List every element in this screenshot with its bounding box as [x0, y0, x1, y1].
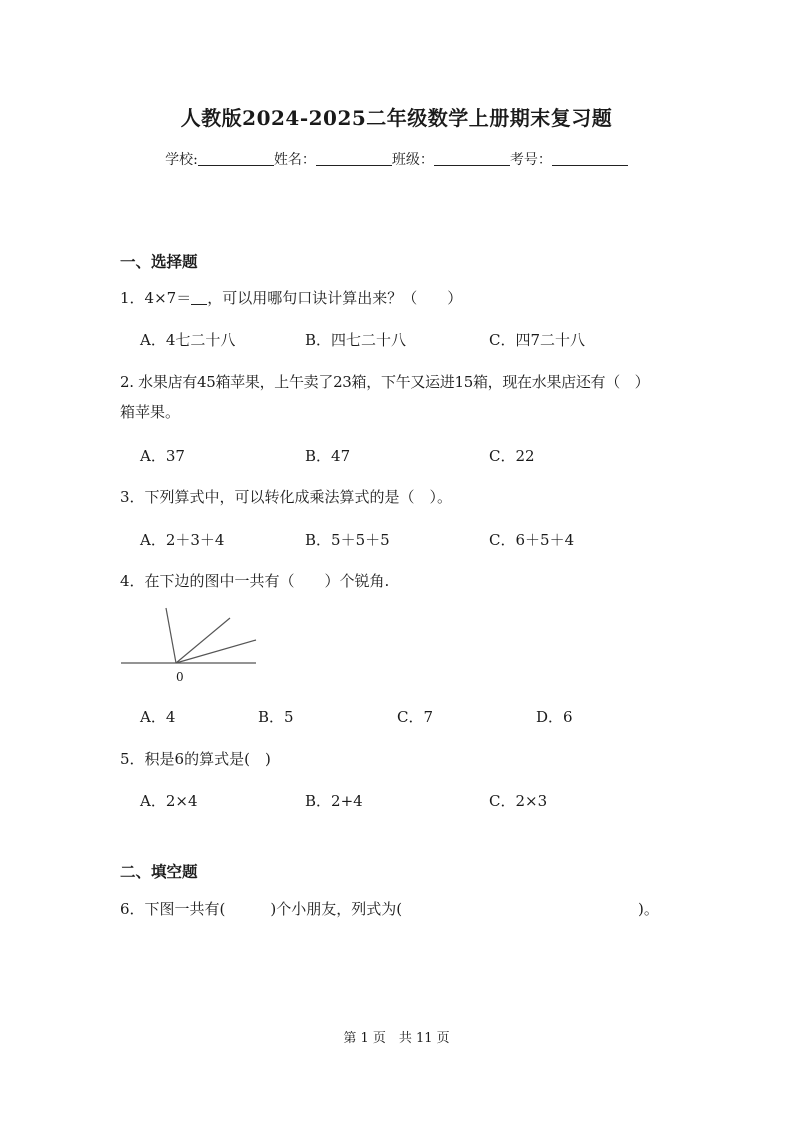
question-4-option-c[interactable]: C．7: [397, 708, 434, 726]
question-4: 4．在下边的图中一共有（ ）个锐角.: [120, 572, 390, 590]
question-2-option-b[interactable]: B．47: [305, 447, 351, 465]
name-label: 姓名：: [273, 152, 316, 168]
school-label: 学校:: [165, 152, 198, 168]
ray-1: [166, 608, 176, 663]
question-2-option-c[interactable]: C．22: [489, 447, 535, 465]
section-heading-choice: 一、选择题: [120, 252, 198, 271]
question-1-option-c[interactable]: C．四7二十八: [489, 331, 586, 349]
name-blank[interactable]: [316, 151, 392, 166]
page-footer: 第 1 页 共 11 页: [343, 1031, 450, 1046]
question-2-line-1: 2. 水果店有45箱苹果，上午卖了23箱，下午又运进15箱，现在水果店还有（ ）: [120, 373, 650, 391]
question-1: [120, 287, 462, 308]
question-4-option-d[interactable]: D．6: [536, 708, 573, 726]
number-label: 考号：: [509, 152, 552, 168]
question-5-option-a[interactable]: A．2×4: [140, 792, 198, 810]
number-blank[interactable]: [552, 151, 628, 166]
question-5: 5．积是6的算式是( ): [120, 750, 271, 768]
school-blank[interactable]: [198, 151, 274, 166]
acute-angle-figure: [118, 604, 263, 676]
ray-2: [176, 618, 230, 663]
question-6-close: )。: [638, 900, 659, 918]
question-4-option-a[interactable]: A．4: [140, 708, 176, 726]
student-info-line: [0, 149, 793, 169]
question-1-suffix: ，可以用哪句口诀计算出来？（ ）: [207, 289, 463, 307]
question-3-option-a[interactable]: A．2＋3＋4: [140, 531, 225, 549]
question-3-option-b[interactable]: B．5＋5＋5: [305, 531, 390, 549]
question-6: 6．下图一共有( )个小朋友，列式为(: [120, 900, 403, 918]
question-5-option-c[interactable]: C．2×3: [489, 792, 548, 810]
question-2-line-2: 箱苹果。: [120, 403, 181, 421]
class-blank[interactable]: [434, 151, 510, 166]
question-1-option-b[interactable]: B．四七二十八: [305, 331, 407, 349]
section-heading-fill: 二、填空题: [120, 862, 198, 881]
vertex-label: 0: [176, 670, 184, 684]
ray-3: [176, 640, 256, 663]
question-3: 3．下列算式中，可以转化成乘法算式的是（ ）。: [120, 488, 453, 506]
question-1-prefix: 1．4×7＝: [120, 289, 192, 307]
question-1-option-a[interactable]: A．4七二十八: [140, 331, 236, 349]
question-2-option-a[interactable]: A．37: [140, 447, 185, 465]
question-1-blank: [191, 290, 207, 305]
question-3-option-c[interactable]: C．6＋5＋4: [489, 531, 575, 549]
question-5-option-b[interactable]: B．2+4: [305, 792, 363, 810]
page-title: 人教版2024-2025二年级数学上册期末复习题: [180, 106, 613, 130]
question-4-option-b[interactable]: B．5: [258, 708, 294, 726]
class-label: 班级：: [391, 152, 434, 168]
